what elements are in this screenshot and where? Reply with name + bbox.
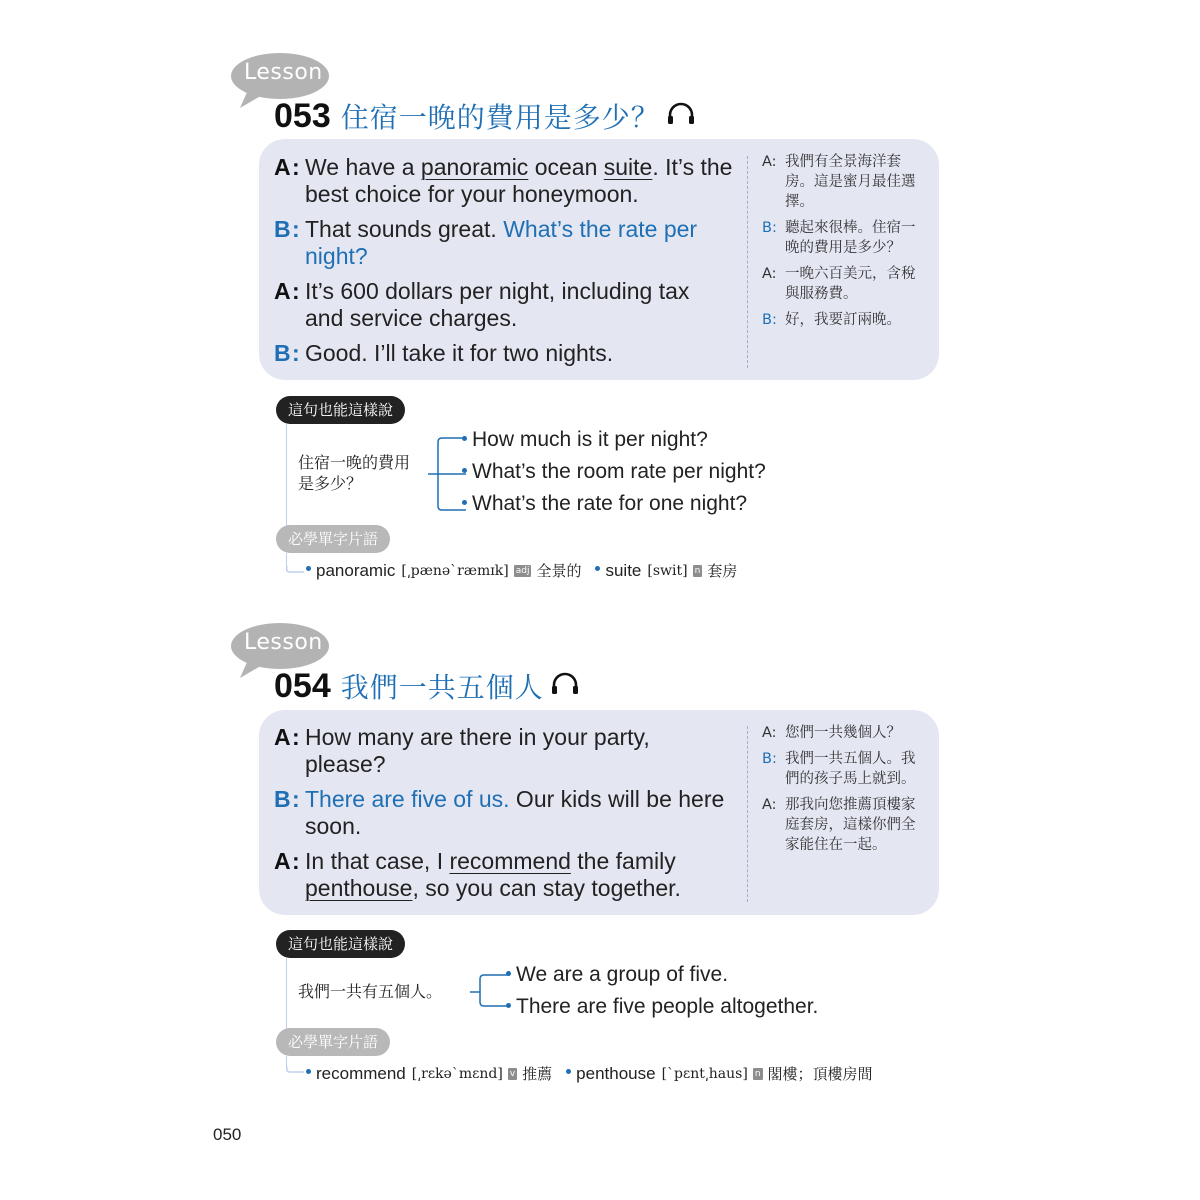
dialog-line: B : There are five of us. Our kids will be here soon. bbox=[274, 786, 734, 840]
vocab-pos: adj bbox=[515, 565, 530, 576]
alt-item: How much is it per night? bbox=[462, 428, 708, 452]
vocab-underline: panoramic bbox=[420, 154, 529, 180]
dialog-zh-line: A: 一晚六百美元，含稅與服務費。 bbox=[762, 266, 916, 302]
bullet-icon bbox=[462, 436, 467, 441]
speaker-label: B bbox=[274, 340, 291, 366]
vocab-word: panoramic bbox=[316, 560, 396, 580]
alt-item: What’s the rate for one night? bbox=[462, 492, 747, 516]
dialog-text: That sounds great. What’s the rate per night? bbox=[305, 216, 698, 269]
tree-elbow bbox=[286, 1066, 306, 1074]
lesson-054-title bbox=[274, 666, 580, 706]
dialog-english bbox=[274, 724, 734, 910]
dialog-zh-line: A: 我們有全景海洋套房。這是蜜月最佳選擇。 bbox=[762, 154, 916, 210]
vocab-ipa: [ˋpɛnt͵haus] bbox=[661, 1065, 748, 1082]
dialog-zh-line: B: 聽起來很棒。住宿一晚的費用是多少？ bbox=[762, 220, 916, 256]
lesson-tag: Lesson bbox=[244, 60, 323, 85]
vocab-pos: v bbox=[509, 1068, 516, 1079]
bullet-icon bbox=[506, 1003, 511, 1008]
vocab-word: recommend bbox=[316, 1063, 406, 1083]
vocab-word: penthouse bbox=[576, 1063, 656, 1083]
dialog-zh-line: A: 您們一共幾個人？ bbox=[762, 725, 901, 741]
bullet-icon bbox=[462, 468, 467, 473]
dialog-line: A : How many are there in your party, please? bbox=[274, 724, 734, 778]
dialog-divider bbox=[747, 726, 748, 902]
tree-connector bbox=[286, 424, 287, 534]
headphones-icon[interactable] bbox=[666, 102, 696, 130]
speaker-label: A bbox=[274, 154, 291, 180]
alt-item: There are five people altogether. bbox=[506, 995, 818, 1019]
alt-item: What’s the room rate per night? bbox=[462, 460, 766, 484]
dialog-text: Good. I’ll take it for two nights. bbox=[305, 340, 614, 366]
dialog-text: How many are there in your party, please? bbox=[305, 724, 650, 777]
vocab-word: suite bbox=[605, 560, 642, 580]
page-number: 050 bbox=[213, 1125, 242, 1144]
vocab-label: 必學單字片語 bbox=[276, 525, 390, 553]
key-sentence: There are five of us. bbox=[305, 786, 510, 812]
alt-source-sentence: 我們一共有五個人。 bbox=[298, 982, 443, 1001]
dialog-line: A : It’s 600 dollars per night, including tax and service charges. bbox=[274, 278, 734, 332]
bullet-icon bbox=[306, 566, 311, 571]
dialog-english bbox=[274, 154, 734, 375]
vocab-row bbox=[306, 1063, 873, 1084]
vocab-meaning: 全景的 bbox=[536, 562, 582, 580]
lesson-number: 053 bbox=[274, 96, 331, 135]
dialog-zh-line: B: 好，我要訂兩晚。 bbox=[762, 312, 901, 328]
alt-item: We are a group of five. bbox=[506, 963, 728, 987]
lesson-tag: Lesson bbox=[244, 630, 323, 655]
speaker-label: B bbox=[274, 786, 291, 812]
alt-expressions-label: 這句也能這樣說 bbox=[276, 396, 405, 424]
bullet-icon bbox=[462, 500, 467, 505]
speaker-label: A bbox=[274, 848, 291, 874]
tree-elbow bbox=[286, 566, 306, 574]
speaker-label: A bbox=[274, 724, 291, 750]
vocab-ipa: [swit] bbox=[647, 562, 688, 579]
tree-connector bbox=[286, 958, 287, 1038]
dialog-line: A : We have a panoramic ocean suite. It’s the best choice for your honeymoon. bbox=[274, 154, 733, 207]
vocab-row bbox=[306, 560, 737, 581]
vocab-underline: penthouse bbox=[305, 875, 413, 901]
lesson-title: 住宿一晚的費用是多少？ bbox=[340, 101, 660, 134]
bullet-icon bbox=[306, 1069, 311, 1074]
dialog-text: It’s 600 dollars per night, including tax and service charges. bbox=[305, 278, 690, 331]
lesson-title: 我們一共五個人 bbox=[340, 671, 544, 704]
lesson-number: 054 bbox=[274, 666, 331, 705]
alt-expressions-label: 這句也能這樣說 bbox=[276, 930, 405, 958]
vocab-ipa: [͵rɛkəˋmɛnd] bbox=[411, 1065, 503, 1082]
dialog-text: We have a panoramic ocean suite. It’s the best choice for your honeymoon. bbox=[305, 154, 733, 207]
vocab-pos: n bbox=[694, 565, 701, 576]
dialog-line: B : That sounds great. What’s the rate per night? bbox=[274, 216, 734, 270]
bullet-icon bbox=[506, 971, 511, 976]
vocab-meaning: 推薦 bbox=[522, 1065, 553, 1083]
vocab-meaning: 套房 bbox=[707, 562, 738, 580]
vocab-underline: suite bbox=[603, 154, 653, 180]
vocab-ipa: [͵pænəˋræmɪk] bbox=[401, 562, 509, 579]
vocab-label: 必學單字片語 bbox=[276, 1028, 390, 1056]
vocab-meaning: 閣樓；頂樓房間 bbox=[767, 1065, 873, 1083]
speaker-label: B bbox=[274, 216, 291, 242]
bullet-icon bbox=[595, 566, 600, 571]
alt-source-sentence: 住宿一晚的費用是多少？ bbox=[298, 453, 411, 493]
dialog-zh-line: B: 我們一共五個人。我們的孩子馬上就到。 bbox=[762, 751, 916, 787]
bullet-icon bbox=[566, 1069, 571, 1074]
dialog-divider bbox=[747, 156, 748, 368]
key-sentence: What’s the rate per night? bbox=[305, 216, 698, 269]
dialog-chinese bbox=[762, 723, 924, 861]
dialog-zh-line: A: 那我向您推薦頂樓家庭套房，這樣你們全家能住在一起。 bbox=[762, 797, 916, 853]
lesson-053-title bbox=[274, 96, 696, 136]
vocab-underline: recommend bbox=[449, 848, 571, 874]
dialog-text: In that case, I recommend the family penthouse, so you can stay together. bbox=[305, 848, 681, 901]
dialog-chinese bbox=[762, 152, 924, 336]
headphones-icon[interactable] bbox=[550, 672, 580, 700]
dialog-line: B : Good. I’ll take it for two nights. bbox=[274, 340, 734, 367]
dialog-line: A : In that case, I recommend the family penthouse, so you can stay together. bbox=[274, 848, 734, 902]
dialog-text: There are five of us. Our kids will be here soon. bbox=[305, 786, 725, 839]
speaker-label: A bbox=[274, 278, 291, 304]
vocab-pos: n bbox=[754, 1068, 761, 1079]
